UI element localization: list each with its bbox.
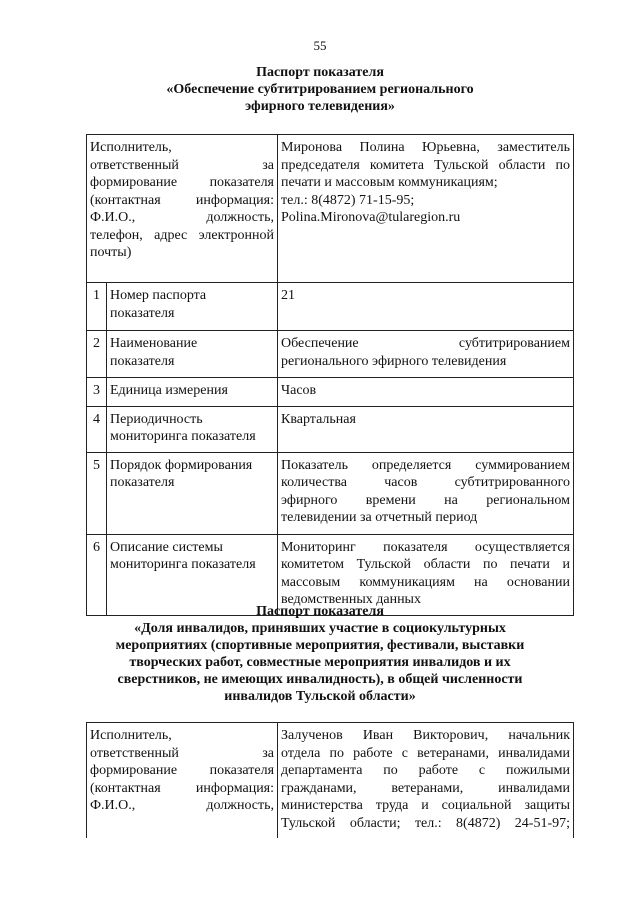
value-line: Квартальная	[281, 411, 356, 427]
row-value	[278, 283, 574, 331]
executor-label-cell	[87, 135, 278, 283]
value-line: министерства труда и социальной защиты	[281, 798, 571, 813]
passport-1-title	[60, 64, 580, 115]
title-line: Паспорт показателя	[256, 604, 384, 619]
value-line: председателя комитета Тульской области по	[281, 157, 570, 173]
row-number: 2	[87, 331, 107, 378]
row-value	[278, 406, 574, 452]
value-line: департамента по работе с пожилыми	[281, 763, 571, 778]
passport-2-title	[60, 603, 580, 705]
value-line: комитетом Тульской области по печати и	[281, 557, 570, 572]
label-line: показателя	[110, 475, 175, 490]
table-row	[87, 331, 574, 378]
title-line: «Доля инвалидов, принявших участие в социокультурных	[134, 621, 506, 636]
value-line: Polina.Mironova@tularegion.ru	[281, 210, 461, 225]
row-label	[107, 331, 278, 378]
value-line: Залученов Иван Викторович, начальник	[281, 728, 571, 743]
value-line: Показатель определяется суммированием	[281, 457, 570, 473]
title-line: «Обеспечение субтитрированием регионального	[166, 82, 474, 97]
title-line: сверстников, не имеющих инвалидность), в общей численности	[117, 672, 523, 687]
table-row	[87, 283, 574, 331]
label-line: (контактная информация:	[90, 192, 274, 208]
passport-1-table	[86, 134, 574, 616]
title-line: мероприятиях (спортивные мероприятия, фестивали, выставки	[115, 638, 525, 653]
table-row	[87, 452, 574, 534]
value-line: Тульской области; тел.: 8(4872) 24-51-97;	[281, 815, 571, 831]
value-line: эфирного времени на региональном	[281, 492, 570, 508]
value-line: гражданами, ветеранами, инвалидами	[281, 780, 571, 796]
label-line: Описание системы	[110, 539, 223, 555]
row-number: 4	[87, 406, 107, 452]
row-value	[278, 452, 574, 534]
table-row	[87, 378, 574, 407]
value-line: телевидении за отчетный период	[281, 510, 478, 525]
label-line: показателя	[110, 305, 175, 321]
value-line: Миронова Полина Юрьевна, заместитель	[281, 140, 570, 155]
label-line: Наименование	[110, 336, 198, 351]
label-line: Номер паспорта	[110, 288, 207, 303]
label-line: Периодичность	[110, 411, 203, 427]
label-line: (контактная информация:	[90, 780, 275, 796]
label-line: формирование показателя	[90, 175, 274, 190]
title-line: Паспорт показателя	[256, 65, 384, 80]
passport-2-table	[86, 722, 574, 838]
table-row	[87, 406, 574, 452]
label-line: Порядок формирования	[110, 457, 253, 473]
executor-value-cell	[278, 135, 574, 283]
executor-value-cell	[278, 723, 574, 839]
executor-label-cell	[87, 723, 278, 839]
row-value	[278, 331, 574, 378]
row-label	[107, 283, 278, 331]
label-line: Ф.И.О., должность,	[90, 210, 274, 225]
value-line: печати и массовым коммуникациям;	[281, 175, 498, 190]
label-line: телефон, адрес электронной	[90, 227, 274, 243]
table-row	[87, 135, 574, 283]
label-line: Ф.И.О., должность,	[90, 798, 275, 813]
row-label	[107, 378, 278, 407]
title-line: эфирного телевидения»	[245, 99, 395, 114]
value-line: массовым коммуникациям на основании	[281, 574, 570, 590]
label-line: Исполнитель,	[90, 140, 172, 155]
label-line: почты)	[90, 245, 132, 260]
label-line: мониторинга показателя	[110, 557, 256, 572]
row-number: 6	[87, 534, 107, 615]
value-line: регионального эфирного телевидения	[281, 353, 507, 369]
table-row	[87, 723, 574, 839]
row-number: 3	[87, 378, 107, 407]
label-line: ответственный за	[90, 745, 275, 761]
label-line: формирование показателя	[90, 763, 275, 778]
label-line: мониторинга показателя	[110, 429, 256, 444]
value-line: Мониторинг показателя осуществляется	[281, 539, 570, 555]
title-line: инвалидов Тульской области»	[224, 689, 416, 704]
label-line: показателя	[110, 353, 175, 369]
value-line: количества часов субтитрированного	[281, 475, 570, 490]
label-line: ответственный за	[90, 157, 274, 173]
row-value	[278, 378, 574, 407]
value-line: Часов	[281, 383, 317, 398]
title-line: творческих работ, совместные мероприятия инвалидов и их	[129, 655, 511, 670]
value-line: 21	[281, 288, 295, 303]
page-number: 55	[313, 38, 327, 53]
row-label	[107, 406, 278, 452]
row-number: 5	[87, 452, 107, 534]
value-line: тел.: 8(4872) 71-15-95;	[281, 192, 415, 208]
value-line: Обеспечение субтитрированием	[281, 336, 570, 351]
value-line: ведомственных данных	[281, 592, 421, 607]
label-line: Исполнитель,	[90, 728, 172, 743]
row-label	[107, 452, 278, 534]
row-number: 1	[87, 283, 107, 331]
value-line: отдела по работе с ветеранами, инвалидами	[281, 745, 571, 761]
label-line: Единица измерения	[110, 383, 228, 398]
